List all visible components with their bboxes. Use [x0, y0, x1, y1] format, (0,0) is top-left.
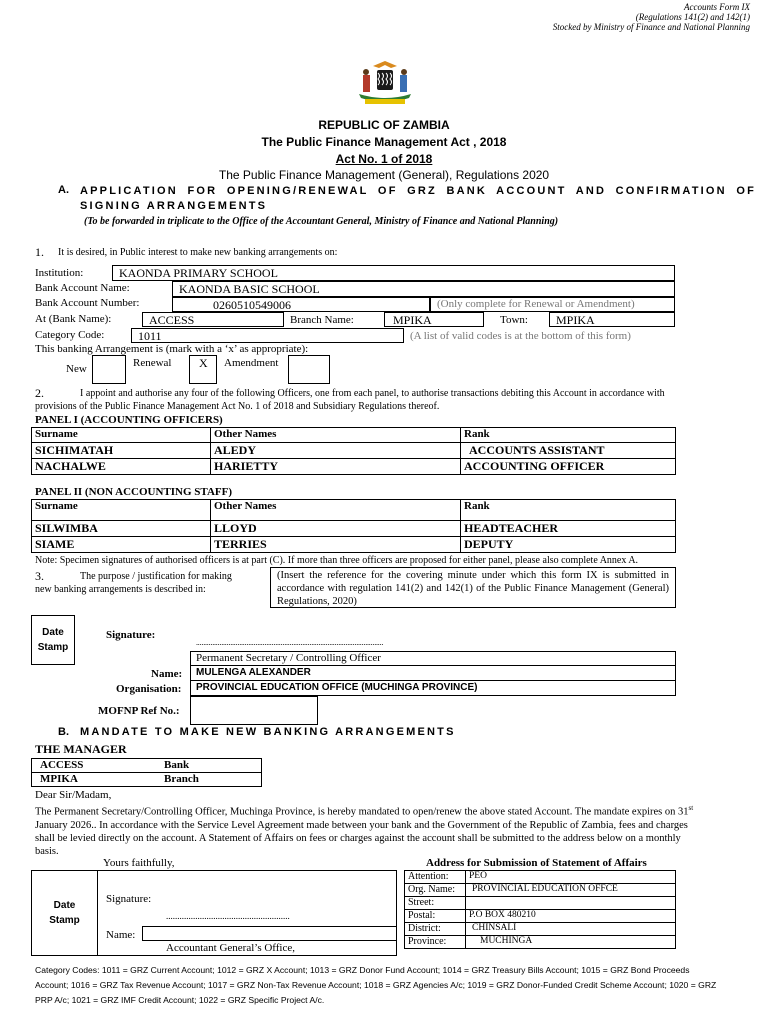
title-act: The Public Finance Management Act , 2018: [261, 135, 507, 149]
signature-label: Signature:: [106, 629, 156, 641]
section-b-letter: B.: [58, 726, 69, 738]
panel1-title: PANEL I (ACCOUNTING OFFICERS): [35, 414, 223, 426]
signature-label-b: Signature:: [106, 893, 152, 905]
arrangement-text: This banking Arrangement is (mark with a ‘x’ as appropriate):: [35, 343, 309, 355]
mofnp-label: MOFNP Ref No.:: [98, 705, 180, 717]
institution-value: KAONDA PRIMARY SCHOOL: [119, 266, 278, 280]
cell-surname[interactable]: SICHIMATAH: [32, 443, 211, 459]
table-row: [32, 537, 676, 553]
address-row: [405, 910, 676, 923]
mandate-body-sup: st: [688, 804, 694, 812]
branch-field[interactable]: [384, 312, 484, 327]
cell-surname[interactable]: SILWIMBA: [32, 521, 211, 537]
section-b-title: MANDATE TO MAKE NEW BANKING ARRANGEMENTS: [80, 726, 456, 738]
institution-label: Institution:: [35, 267, 84, 279]
item3-number: 3.: [35, 569, 44, 583]
mofnp-field[interactable]: [190, 696, 318, 725]
category-field[interactable]: [131, 328, 404, 343]
header-rank: Rank: [461, 500, 676, 521]
account-number-value: 0260510549006: [213, 298, 291, 312]
salutation: Dear Sir/Madam,: [35, 789, 112, 801]
stocked-by: Stocked by Ministry of Finance and National Planning: [552, 22, 750, 32]
header-other-names: Other Names: [211, 500, 461, 521]
item3-text-line2: new banking arrangements is described in:: [35, 584, 206, 595]
town-label: Town:: [500, 314, 528, 326]
town-field[interactable]: [549, 312, 675, 327]
category-value: 1011: [138, 329, 162, 343]
branch-value: MPIKA: [393, 313, 432, 327]
renewal-mark: X: [199, 356, 208, 370]
form-header: [553, 2, 750, 32]
name-field-b[interactable]: [142, 926, 397, 941]
address-value-attention[interactable]: PEO: [466, 871, 676, 884]
section-a-letter: A.: [58, 184, 69, 196]
cell-other-names[interactable]: HARIETTY: [211, 459, 461, 475]
signature-line-b[interactable]: .......................................................: [166, 911, 290, 921]
item3-reference-box[interactable]: [270, 567, 676, 608]
account-number-note-box: [430, 297, 675, 312]
table-row: [32, 459, 676, 475]
address-value-org[interactable]: PROVINCIAL EDUCATION OFFCE: [466, 884, 676, 897]
header-other-names: Other Names: [211, 428, 461, 443]
bank-value: ACCESS: [149, 313, 195, 327]
table-row: [32, 443, 676, 459]
account-name-label: Bank Account Name:: [35, 282, 130, 294]
address-label-province: Province:: [405, 936, 466, 949]
mandate-body-line3: shall be levied directly on the account. A Statement of Affairs on fees or charges against the account shall be submitted to the address below on a monthly: [35, 832, 681, 844]
officer-title: Permanent Secretary / Controlling Officer: [196, 652, 381, 664]
item2-text-line2: provisions of the Public Finance Management Act No. 1 of 2018 and Subsidiary Regulations thereof.: [35, 401, 440, 412]
address-label-org: Org. Name:: [405, 884, 466, 897]
item3-text-line1: The purpose / justification for making: [80, 571, 232, 582]
table-row: [32, 773, 262, 787]
name-label: Name:: [151, 668, 183, 680]
mandate-body: [35, 802, 751, 858]
address-table: [404, 870, 676, 949]
date-stamp-label: Date Stamp: [37, 627, 69, 653]
panel2-title: PANEL II (NON ACCOUNTING STAFF): [35, 486, 232, 498]
signature-line[interactable]: ........................................................................................................: [196, 638, 384, 647]
cell-other-names[interactable]: LLOYD: [211, 521, 461, 537]
amendment-label: Amendment: [224, 357, 279, 369]
account-name-field[interactable]: [172, 281, 675, 297]
cell-surname[interactable]: SIAME: [32, 537, 211, 553]
manager-branch-value[interactable]: MPIKA: [32, 773, 162, 787]
table-header-row: [32, 428, 676, 443]
table-row: [32, 759, 262, 773]
address-value-province[interactable]: MUCHINGA: [466, 936, 676, 949]
name-field[interactable]: [190, 665, 676, 681]
renewal-label: Renewal: [133, 357, 172, 369]
mandate-body-line2: January 2026.. In accordance with the Service Level Agreement made between your bank and the Government of the Republic of Zambia, fees and charges: [35, 819, 688, 831]
item3-box-text: (Insert the reference for the covering minute under which this form IX is submitted in accordance with regulation 141(2) and 142(1) of the Public Finance Management (General) Regulations, 2020): [277, 570, 669, 607]
footer-line2: Account; 1016 = GRZ Tax Revenue Account; 1017 = GRZ Non-Tax Revenue Account; 1018 = GRZ Agencies A/c; 1019 = GRZ Donor-Funded Credit Scheme Account; 1020 = GRZ: [35, 980, 717, 990]
manager-heading: THE MANAGER: [35, 742, 127, 756]
account-number-note: (Only complete for Renewal or Amendment): [437, 298, 635, 310]
manager-bank-label: Bank: [161, 759, 262, 773]
cell-surname[interactable]: NACHALWE: [32, 459, 211, 475]
category-note: (A list of valid codes is at the bottom of this form): [410, 330, 631, 342]
title-regulations: The Public Finance Management (General), Regulations 2020: [218, 168, 550, 182]
address-row: [405, 897, 676, 910]
header-rank: Rank: [461, 428, 676, 443]
item1-number: 1.: [35, 245, 44, 259]
item2-text-line1: I appoint and authorise any four of the following Officers, one from each panel, to authorise transactions debiting this Account in accordance with: [80, 388, 665, 399]
title-act-no: Act No. 1 of 2018: [335, 152, 433, 166]
address-label-postal: Postal:: [405, 910, 466, 923]
cell-other-names[interactable]: ALEDY: [211, 443, 461, 459]
accountant-general-office: Accountant General’s Office,: [166, 942, 295, 954]
institution-field[interactable]: [112, 265, 675, 281]
bank-field[interactable]: [142, 312, 284, 327]
address-value-district[interactable]: CHINSALI: [466, 923, 676, 936]
panel2-table: [31, 499, 676, 553]
address-row: [405, 936, 676, 949]
date-stamp-label-b: Date Stamp: [49, 900, 80, 926]
new-checkbox[interactable]: [92, 355, 126, 384]
renewal-checkbox[interactable]: [189, 355, 217, 384]
organisation-field[interactable]: [190, 680, 676, 696]
address-row: [405, 884, 676, 897]
footer-line1: Category Codes: 1011 = GRZ Current Account; 1012 = GRZ X Account; 1013 = GRZ Donor Fund Account; 1014 = GRZ Treasury Bills Account; 1015 = GRZ Bond Proceeds: [35, 965, 690, 975]
yours-faithfully: Yours faithfully,: [103, 857, 175, 869]
organisation-value: PROVINCIAL EDUCATION OFFICE (MUCHINGA PROVINCE): [196, 682, 478, 693]
account-number-label: Bank Account Number:: [35, 297, 140, 309]
branch-label: Branch Name:: [290, 314, 354, 326]
date-stamp-box-b: [31, 870, 98, 956]
title-republic: REPUBLIC OF ZAMBIA: [318, 118, 450, 132]
amendment-checkbox[interactable]: [288, 355, 330, 384]
header-surname: Surname: [32, 500, 211, 521]
address-label-attention: Attention:: [405, 871, 466, 884]
name-value: MULENGA ALEXANDER: [196, 667, 311, 678]
category-label: Category Code:: [35, 329, 105, 341]
header-surname: Surname: [32, 428, 211, 443]
regulations-ref: (Regulations 141(2) and 142(1): [635, 12, 750, 22]
table-header-row: [32, 500, 676, 521]
address-row: [405, 871, 676, 884]
manager-branch-label: Branch: [161, 773, 262, 787]
section-a-subtitle: (To be forwarded in triplicate to the Office of the Accountant General, Ministry of Finance and National Planning): [84, 216, 559, 227]
date-stamp-box: [31, 615, 75, 665]
organisation-label: Organisation:: [116, 683, 182, 695]
cell-rank[interactable]: HEADTEACHER: [461, 521, 676, 537]
address-value-postal[interactable]: P.O BOX 480210: [466, 910, 676, 923]
address-value-street[interactable]: [466, 897, 676, 910]
officer-title-box: [190, 651, 676, 666]
manager-bank-table: [31, 758, 262, 787]
mandate-body-line1: The Permanent Secretary/Controlling Officer, Muchinga Province, is hereby mandated to open/renew the above stated Account. The mandate expires on 31: [35, 806, 689, 818]
address-row: [405, 923, 676, 936]
mandate-body-line4: basis.: [35, 845, 59, 857]
footer-line3: PRP A/c; 1021 = GRZ IMF Credit Account; 1022 = GRZ Specific Project A/c.: [35, 995, 325, 1005]
cell-rank[interactable]: ACCOUNTS ASSISTANT: [461, 443, 676, 459]
new-label: New: [66, 363, 87, 375]
cell-rank[interactable]: ACCOUNTING OFFICER: [461, 459, 676, 475]
panel1-table: [31, 427, 676, 475]
category-codes-footer: [35, 963, 755, 1008]
coat-of-arms-icon: [355, 58, 415, 108]
address-title: Address for Submission of Statement of Affairs: [426, 857, 647, 869]
form-name: Accounts Form IX: [684, 2, 750, 12]
table-row: [32, 521, 676, 537]
address-label-street: Street:: [405, 897, 466, 910]
item2-number: 2.: [35, 386, 44, 400]
cell-other-names[interactable]: TERRIES: [211, 537, 461, 553]
officers-note: Note: Specimen signatures of authorised officers is at part (C). If more than three officers are proposed for either panel, please also complete Annex A.: [35, 555, 639, 566]
cell-rank[interactable]: DEPUTY: [461, 537, 676, 553]
section-a-title: APPLICATION FOR OPENING/RENEWAL OF GRZ BANK ACCOUNT AND CONFIRMATION OF SIGNING ARRANGEMENTS: [80, 185, 756, 212]
address-label-district: District:: [405, 923, 466, 936]
account-name-value: KAONDA BASIC SCHOOL: [179, 282, 320, 296]
town-value: MPIKA: [556, 313, 595, 327]
account-number-field[interactable]: [172, 297, 430, 312]
item1-text: It is desired, in Public interest to make new banking arrangements on:: [58, 247, 338, 258]
manager-bank-value[interactable]: ACCESS: [32, 759, 162, 773]
bank-label: At (Bank Name):: [35, 313, 112, 325]
name-label-b: Name:: [106, 929, 136, 941]
